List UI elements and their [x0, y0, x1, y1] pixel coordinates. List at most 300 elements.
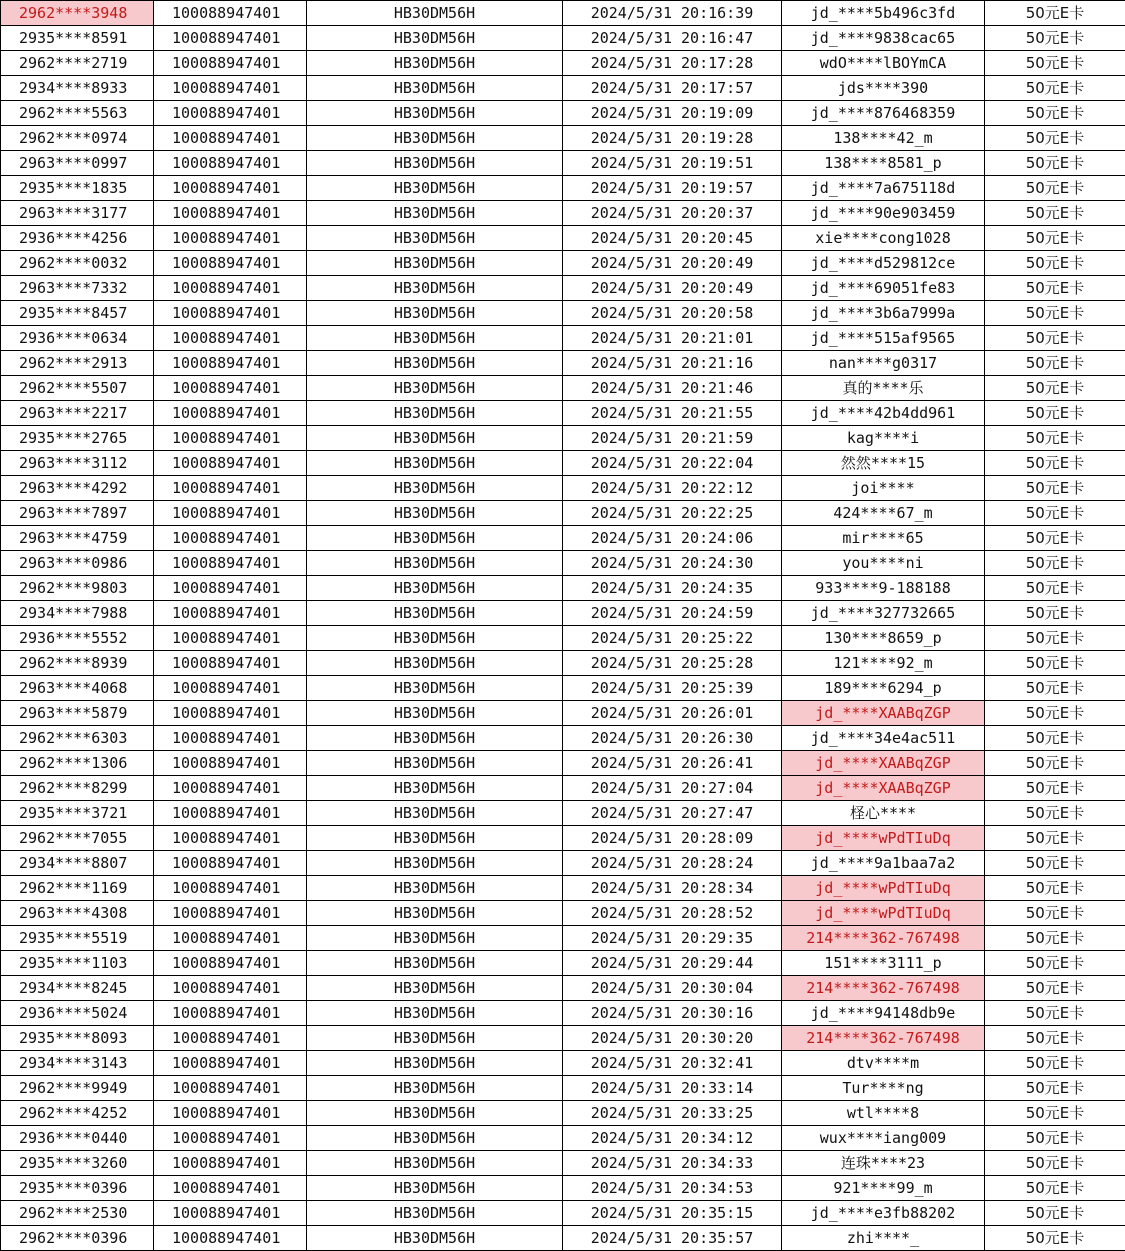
table-row — [1, 1126, 1125, 1151]
prize-cell: 50元E卡 — [985, 351, 1125, 376]
table-row — [1, 851, 1125, 876]
sku-cell: 100088947401 — [154, 451, 307, 476]
user-account-cell: 然然****15 — [782, 451, 985, 476]
order-id-cell: 2962****5563 — [1, 101, 154, 126]
timestamp-cell: 2024/5/31 20:27:47 — [563, 801, 782, 826]
product-code-cell: HB30DM56H — [307, 651, 563, 676]
order-id-cell: 2962****0396 — [1, 1226, 154, 1251]
prize-cell: 50元E卡 — [985, 926, 1125, 951]
product-code-cell: HB30DM56H — [307, 51, 563, 76]
sku-cell: 100088947401 — [154, 1176, 307, 1201]
order-id-cell: 2962****7055 — [1, 826, 154, 851]
timestamp-cell: 2024/5/31 20:22:25 — [563, 501, 782, 526]
table-row — [1, 451, 1125, 476]
user-account-cell: joi**** — [782, 476, 985, 501]
product-code-cell: HB30DM56H — [307, 576, 563, 601]
user-account-cell: 连珠****23 — [782, 1151, 985, 1176]
order-id-cell: 2935****3721 — [1, 801, 154, 826]
sku-cell: 100088947401 — [154, 951, 307, 976]
user-account-cell: jd_****7a675118d — [782, 176, 985, 201]
timestamp-cell: 2024/5/31 20:25:39 — [563, 676, 782, 701]
user-account-cell: jd_****34e4ac511 — [782, 726, 985, 751]
user-account-cell: jd_****515af9565 — [782, 326, 985, 351]
order-id-cell: 2963****7332 — [1, 276, 154, 301]
order-id-cell: 2962****5507 — [1, 376, 154, 401]
sku-cell: 100088947401 — [154, 101, 307, 126]
user-account-cell: wtl****8 — [782, 1101, 985, 1126]
timestamp-cell: 2024/5/31 20:16:47 — [563, 26, 782, 51]
sku-cell: 100088947401 — [154, 551, 307, 576]
order-id-cell: 2963****4292 — [1, 476, 154, 501]
user-account-cell: jd_****5b496c3fd — [782, 1, 985, 26]
user-account-cell: jd_****e3fb88202 — [782, 1201, 985, 1226]
table-row — [1, 251, 1125, 276]
product-code-cell: HB30DM56H — [307, 376, 563, 401]
prize-cell: 50元E卡 — [985, 701, 1125, 726]
sku-cell: 100088947401 — [154, 751, 307, 776]
product-code-cell: HB30DM56H — [307, 851, 563, 876]
table-row — [1, 976, 1125, 1001]
table-row — [1, 1226, 1125, 1251]
order-id-cell: 2936****0634 — [1, 326, 154, 351]
prize-cell: 50元E卡 — [985, 1201, 1125, 1226]
table-row — [1, 801, 1125, 826]
prize-cell: 50元E卡 — [985, 626, 1125, 651]
timestamp-cell: 2024/5/31 20:28:52 — [563, 901, 782, 926]
prize-cell: 50元E卡 — [985, 501, 1125, 526]
user-account-cell: 130****8659_p — [782, 626, 985, 651]
prize-cell: 50元E卡 — [985, 101, 1125, 126]
table-row — [1, 651, 1125, 676]
table-row — [1, 351, 1125, 376]
user-account-cell: dtv****m — [782, 1051, 985, 1076]
timestamp-cell: 2024/5/31 20:34:33 — [563, 1151, 782, 1176]
product-code-cell: HB30DM56H — [307, 151, 563, 176]
timestamp-cell: 2024/5/31 20:27:04 — [563, 776, 782, 801]
timestamp-cell: 2024/5/31 20:29:44 — [563, 951, 782, 976]
prize-cell: 50元E卡 — [985, 1076, 1125, 1101]
prize-cell: 50元E卡 — [985, 826, 1125, 851]
product-code-cell: HB30DM56H — [307, 101, 563, 126]
table-row — [1, 726, 1125, 751]
sku-cell: 100088947401 — [154, 701, 307, 726]
prize-cell: 50元E卡 — [985, 876, 1125, 901]
user-account-cell: jd_****XAABqZGP — [782, 701, 985, 726]
table-row — [1, 876, 1125, 901]
user-account-cell: jds****390 — [782, 76, 985, 101]
sku-cell: 100088947401 — [154, 501, 307, 526]
user-account-cell: jd_****876468359 — [782, 101, 985, 126]
prize-cell: 50元E卡 — [985, 401, 1125, 426]
prize-cell: 50元E卡 — [985, 201, 1125, 226]
product-code-cell: HB30DM56H — [307, 901, 563, 926]
user-account-cell: 214****362-767498 — [782, 926, 985, 951]
product-code-cell: HB30DM56H — [307, 526, 563, 551]
order-id-cell: 2963****4308 — [1, 901, 154, 926]
table-row — [1, 901, 1125, 926]
product-code-cell: HB30DM56H — [307, 1201, 563, 1226]
order-id-cell: 2934****3143 — [1, 1051, 154, 1076]
order-id-cell: 2935****2765 — [1, 426, 154, 451]
product-code-cell: HB30DM56H — [307, 676, 563, 701]
user-account-cell: jd_****XAABqZGP — [782, 776, 985, 801]
timestamp-cell: 2024/5/31 20:33:25 — [563, 1101, 782, 1126]
user-account-cell: xie****cong1028 — [782, 226, 985, 251]
sku-cell: 100088947401 — [154, 726, 307, 751]
timestamp-cell: 2024/5/31 20:32:41 — [563, 1051, 782, 1076]
timestamp-cell: 2024/5/31 20:21:01 — [563, 326, 782, 351]
sku-cell: 100088947401 — [154, 326, 307, 351]
user-account-cell: 138****8581_p — [782, 151, 985, 176]
user-account-cell: 933****9-188188 — [782, 576, 985, 601]
product-code-cell: HB30DM56H — [307, 1101, 563, 1126]
sku-cell: 100088947401 — [154, 401, 307, 426]
sku-cell: 100088947401 — [154, 1, 307, 26]
timestamp-cell: 2024/5/31 20:20:49 — [563, 276, 782, 301]
prize-cell: 50元E卡 — [985, 1026, 1125, 1051]
timestamp-cell: 2024/5/31 20:21:16 — [563, 351, 782, 376]
sku-cell: 100088947401 — [154, 576, 307, 601]
timestamp-cell: 2024/5/31 20:20:58 — [563, 301, 782, 326]
user-account-cell: jd_****3b6a7999a — [782, 301, 985, 326]
user-account-cell: 921****99_m — [782, 1176, 985, 1201]
table-row — [1, 326, 1125, 351]
order-id-cell: 2935****8093 — [1, 1026, 154, 1051]
product-code-cell: HB30DM56H — [307, 951, 563, 976]
timestamp-cell: 2024/5/31 20:25:22 — [563, 626, 782, 651]
table-row — [1, 126, 1125, 151]
product-code-cell: HB30DM56H — [307, 226, 563, 251]
product-code-cell: HB30DM56H — [307, 476, 563, 501]
sku-cell: 100088947401 — [154, 1076, 307, 1101]
table-row — [1, 1, 1125, 26]
product-code-cell: HB30DM56H — [307, 551, 563, 576]
prize-cell: 50元E卡 — [985, 801, 1125, 826]
sku-cell: 100088947401 — [154, 201, 307, 226]
order-id-cell: 2963****7897 — [1, 501, 154, 526]
timestamp-cell: 2024/5/31 20:35:57 — [563, 1226, 782, 1251]
timestamp-cell: 2024/5/31 20:29:35 — [563, 926, 782, 951]
timestamp-cell: 2024/5/31 20:22:12 — [563, 476, 782, 501]
table-row — [1, 1201, 1125, 1226]
timestamp-cell: 2024/5/31 20:26:41 — [563, 751, 782, 776]
sku-cell: 100088947401 — [154, 351, 307, 376]
prize-cell: 50元E卡 — [985, 526, 1125, 551]
table-row — [1, 1076, 1125, 1101]
product-code-cell: HB30DM56H — [307, 776, 563, 801]
timestamp-cell: 2024/5/31 20:28:09 — [563, 826, 782, 851]
order-id-cell: 2962****9803 — [1, 576, 154, 601]
order-id-cell: 2934****8245 — [1, 976, 154, 1001]
sku-cell: 100088947401 — [154, 851, 307, 876]
timestamp-cell: 2024/5/31 20:16:39 — [563, 1, 782, 26]
prize-cell: 50元E卡 — [985, 601, 1125, 626]
product-code-cell: HB30DM56H — [307, 351, 563, 376]
product-code-cell: HB30DM56H — [307, 976, 563, 1001]
table-row — [1, 576, 1125, 601]
user-account-cell: jd_****94148db9e — [782, 1001, 985, 1026]
timestamp-cell: 2024/5/31 20:26:01 — [563, 701, 782, 726]
timestamp-cell: 2024/5/31 20:34:12 — [563, 1126, 782, 1151]
user-account-cell: you****ni — [782, 551, 985, 576]
prize-cell: 50元E卡 — [985, 1001, 1125, 1026]
prize-cell: 50元E卡 — [985, 26, 1125, 51]
user-account-cell: jd_****wPdTIuDq — [782, 901, 985, 926]
sku-cell: 100088947401 — [154, 651, 307, 676]
table-row — [1, 26, 1125, 51]
prize-cell: 50元E卡 — [985, 426, 1125, 451]
sku-cell: 100088947401 — [154, 1201, 307, 1226]
prize-cell: 50元E卡 — [985, 301, 1125, 326]
sku-cell: 100088947401 — [154, 1026, 307, 1051]
product-code-cell: HB30DM56H — [307, 1001, 563, 1026]
table-row — [1, 276, 1125, 301]
order-id-cell: 2962****2913 — [1, 351, 154, 376]
order-id-cell: 2935****5519 — [1, 926, 154, 951]
product-code-cell: HB30DM56H — [307, 501, 563, 526]
product-code-cell: HB30DM56H — [307, 426, 563, 451]
prize-cell: 50元E卡 — [985, 551, 1125, 576]
product-code-cell: HB30DM56H — [307, 801, 563, 826]
sku-cell: 100088947401 — [154, 926, 307, 951]
product-code-cell: HB30DM56H — [307, 1126, 563, 1151]
user-account-cell: jd_****9a1baa7a2 — [782, 851, 985, 876]
user-account-cell: wux****iang009 — [782, 1126, 985, 1151]
order-id-cell: 2962****1169 — [1, 876, 154, 901]
user-account-cell: zhi****_ — [782, 1226, 985, 1251]
order-id-cell: 2936****5024 — [1, 1001, 154, 1026]
product-code-cell: HB30DM56H — [307, 276, 563, 301]
order-id-cell: 2963****0997 — [1, 151, 154, 176]
prize-cell: 50元E卡 — [985, 651, 1125, 676]
sku-cell: 100088947401 — [154, 976, 307, 1001]
timestamp-cell: 2024/5/31 20:17:28 — [563, 51, 782, 76]
prize-cell: 50元E卡 — [985, 1151, 1125, 1176]
order-id-cell: 2935****1103 — [1, 951, 154, 976]
table-row — [1, 1176, 1125, 1201]
sku-cell: 100088947401 — [154, 1051, 307, 1076]
product-code-cell: HB30DM56H — [307, 926, 563, 951]
table-row — [1, 951, 1125, 976]
sku-cell: 100088947401 — [154, 1101, 307, 1126]
prize-cell: 50元E卡 — [985, 76, 1125, 101]
order-id-cell: 2963****4068 — [1, 676, 154, 701]
product-code-cell: HB30DM56H — [307, 401, 563, 426]
order-id-cell: 2935****8457 — [1, 301, 154, 326]
prize-cell: 50元E卡 — [985, 851, 1125, 876]
order-id-cell: 2962****8939 — [1, 651, 154, 676]
timestamp-cell: 2024/5/31 20:19:09 — [563, 101, 782, 126]
timestamp-cell: 2024/5/31 20:21:55 — [563, 401, 782, 426]
table-row — [1, 1001, 1125, 1026]
product-code-cell: HB30DM56H — [307, 601, 563, 626]
order-id-cell: 2934****8933 — [1, 76, 154, 101]
product-code-cell: HB30DM56H — [307, 1176, 563, 1201]
sku-cell: 100088947401 — [154, 876, 307, 901]
timestamp-cell: 2024/5/31 20:28:34 — [563, 876, 782, 901]
prize-cell: 50元E卡 — [985, 901, 1125, 926]
table-row — [1, 1051, 1125, 1076]
timestamp-cell: 2024/5/31 20:30:16 — [563, 1001, 782, 1026]
timestamp-cell: 2024/5/31 20:19:57 — [563, 176, 782, 201]
table-row — [1, 1151, 1125, 1176]
timestamp-cell: 2024/5/31 20:24:30 — [563, 551, 782, 576]
table-row — [1, 476, 1125, 501]
prize-cell: 50元E卡 — [985, 951, 1125, 976]
record-table-body — [1, 1, 1125, 1251]
prize-cell: 50元E卡 — [985, 576, 1125, 601]
timestamp-cell: 2024/5/31 20:22:04 — [563, 451, 782, 476]
table-row — [1, 676, 1125, 701]
prize-cell: 50元E卡 — [985, 976, 1125, 1001]
user-account-cell: wdO****lBOYmCA — [782, 51, 985, 76]
timestamp-cell: 2024/5/31 20:25:28 — [563, 651, 782, 676]
table-row — [1, 176, 1125, 201]
user-account-cell: 柽心**** — [782, 801, 985, 826]
user-account-cell: 214****362-767498 — [782, 1026, 985, 1051]
product-code-cell: HB30DM56H — [307, 1, 563, 26]
sku-cell: 100088947401 — [154, 126, 307, 151]
product-code-cell: HB30DM56H — [307, 251, 563, 276]
user-account-cell: jd_****327732665 — [782, 601, 985, 626]
prize-cell: 50元E卡 — [985, 476, 1125, 501]
product-code-cell: HB30DM56H — [307, 26, 563, 51]
sku-cell: 100088947401 — [154, 776, 307, 801]
prize-cell: 50元E卡 — [985, 51, 1125, 76]
prize-cell: 50元E卡 — [985, 451, 1125, 476]
table-row — [1, 501, 1125, 526]
product-code-cell: HB30DM56H — [307, 751, 563, 776]
sku-cell: 100088947401 — [154, 76, 307, 101]
order-id-cell: 2962****0032 — [1, 251, 154, 276]
prize-cell: 50元E卡 — [985, 776, 1125, 801]
order-id-cell: 2963****4759 — [1, 526, 154, 551]
order-id-cell: 2962****8299 — [1, 776, 154, 801]
prize-cell: 50元E卡 — [985, 1101, 1125, 1126]
timestamp-cell: 2024/5/31 20:30:20 — [563, 1026, 782, 1051]
product-code-cell: HB30DM56H — [307, 76, 563, 101]
product-code-cell: HB30DM56H — [307, 1226, 563, 1251]
order-id-cell: 2962****0974 — [1, 126, 154, 151]
order-id-cell: 2934****8807 — [1, 851, 154, 876]
table-row — [1, 1026, 1125, 1051]
order-id-cell: 2963****2217 — [1, 401, 154, 426]
prize-cell: 50元E卡 — [985, 376, 1125, 401]
sku-cell: 100088947401 — [154, 626, 307, 651]
product-code-cell: HB30DM56H — [307, 1076, 563, 1101]
table-row — [1, 376, 1125, 401]
table-row — [1, 101, 1125, 126]
sku-cell: 100088947401 — [154, 426, 307, 451]
order-id-cell: 2962****9949 — [1, 1076, 154, 1101]
prize-cell: 50元E卡 — [985, 726, 1125, 751]
prize-cell: 50元E卡 — [985, 276, 1125, 301]
order-id-cell: 2935****0396 — [1, 1176, 154, 1201]
sku-cell: 100088947401 — [154, 26, 307, 51]
user-account-cell: 424****67_m — [782, 501, 985, 526]
sku-cell: 100088947401 — [154, 901, 307, 926]
user-account-cell: kag****i — [782, 426, 985, 451]
sku-cell: 100088947401 — [154, 376, 307, 401]
timestamp-cell: 2024/5/31 20:24:06 — [563, 526, 782, 551]
timestamp-cell: 2024/5/31 20:20:37 — [563, 201, 782, 226]
prize-cell: 50元E卡 — [985, 1176, 1125, 1201]
product-code-cell: HB30DM56H — [307, 326, 563, 351]
sku-cell: 100088947401 — [154, 301, 307, 326]
timestamp-cell: 2024/5/31 20:20:45 — [563, 226, 782, 251]
order-id-cell: 2962****4252 — [1, 1101, 154, 1126]
order-id-cell: 2934****7988 — [1, 601, 154, 626]
order-id-cell: 2962****2719 — [1, 51, 154, 76]
timestamp-cell: 2024/5/31 20:19:28 — [563, 126, 782, 151]
sku-cell: 100088947401 — [154, 801, 307, 826]
table-row — [1, 601, 1125, 626]
table-row — [1, 51, 1125, 76]
product-code-cell: HB30DM56H — [307, 301, 563, 326]
prize-cell: 50元E卡 — [985, 676, 1125, 701]
user-account-cell: jd_****69051fe83 — [782, 276, 985, 301]
product-code-cell: HB30DM56H — [307, 176, 563, 201]
sku-cell: 100088947401 — [154, 51, 307, 76]
table-row — [1, 151, 1125, 176]
order-id-cell: 2936****4256 — [1, 226, 154, 251]
table-row — [1, 201, 1125, 226]
timestamp-cell: 2024/5/31 20:33:14 — [563, 1076, 782, 1101]
prize-cell: 50元E卡 — [985, 126, 1125, 151]
timestamp-cell: 2024/5/31 20:17:57 — [563, 76, 782, 101]
table-row — [1, 226, 1125, 251]
timestamp-cell: 2024/5/31 20:30:04 — [563, 976, 782, 1001]
product-code-cell: HB30DM56H — [307, 126, 563, 151]
order-id-cell: 2962****3948 — [1, 1, 154, 26]
order-id-cell: 2963****3177 — [1, 201, 154, 226]
product-code-cell: HB30DM56H — [307, 701, 563, 726]
order-id-cell: 2935****1835 — [1, 176, 154, 201]
user-account-cell: jd_****wPdTIuDq — [782, 826, 985, 851]
table-row — [1, 701, 1125, 726]
prize-cell: 50元E卡 — [985, 251, 1125, 276]
product-code-cell: HB30DM56H — [307, 1051, 563, 1076]
user-account-cell: jd_****d529812ce — [782, 251, 985, 276]
user-account-cell: 214****362-767498 — [782, 976, 985, 1001]
product-code-cell: HB30DM56H — [307, 826, 563, 851]
prize-cell: 50元E卡 — [985, 1051, 1125, 1076]
order-id-cell: 2962****6303 — [1, 726, 154, 751]
order-id-cell: 2936****0440 — [1, 1126, 154, 1151]
timestamp-cell: 2024/5/31 20:35:15 — [563, 1201, 782, 1226]
sku-cell: 100088947401 — [154, 1001, 307, 1026]
prize-cell: 50元E卡 — [985, 751, 1125, 776]
order-id-cell: 2935****8591 — [1, 26, 154, 51]
prize-cell: 50元E卡 — [985, 1226, 1125, 1251]
timestamp-cell: 2024/5/31 20:34:53 — [563, 1176, 782, 1201]
user-account-cell: jd_****XAABqZGP — [782, 751, 985, 776]
user-account-cell: jd_****42b4dd961 — [782, 401, 985, 426]
user-account-cell: jd_****wPdTIuDq — [782, 876, 985, 901]
sku-cell: 100088947401 — [154, 526, 307, 551]
table-row — [1, 776, 1125, 801]
user-account-cell: jd_****90e903459 — [782, 201, 985, 226]
user-account-cell: mir****65 — [782, 526, 985, 551]
sku-cell: 100088947401 — [154, 151, 307, 176]
table-row — [1, 401, 1125, 426]
prize-cell: 50元E卡 — [985, 326, 1125, 351]
table-row — [1, 626, 1125, 651]
order-id-cell: 2935****3260 — [1, 1151, 154, 1176]
table-row — [1, 526, 1125, 551]
timestamp-cell: 2024/5/31 20:24:59 — [563, 601, 782, 626]
sku-cell: 100088947401 — [154, 601, 307, 626]
